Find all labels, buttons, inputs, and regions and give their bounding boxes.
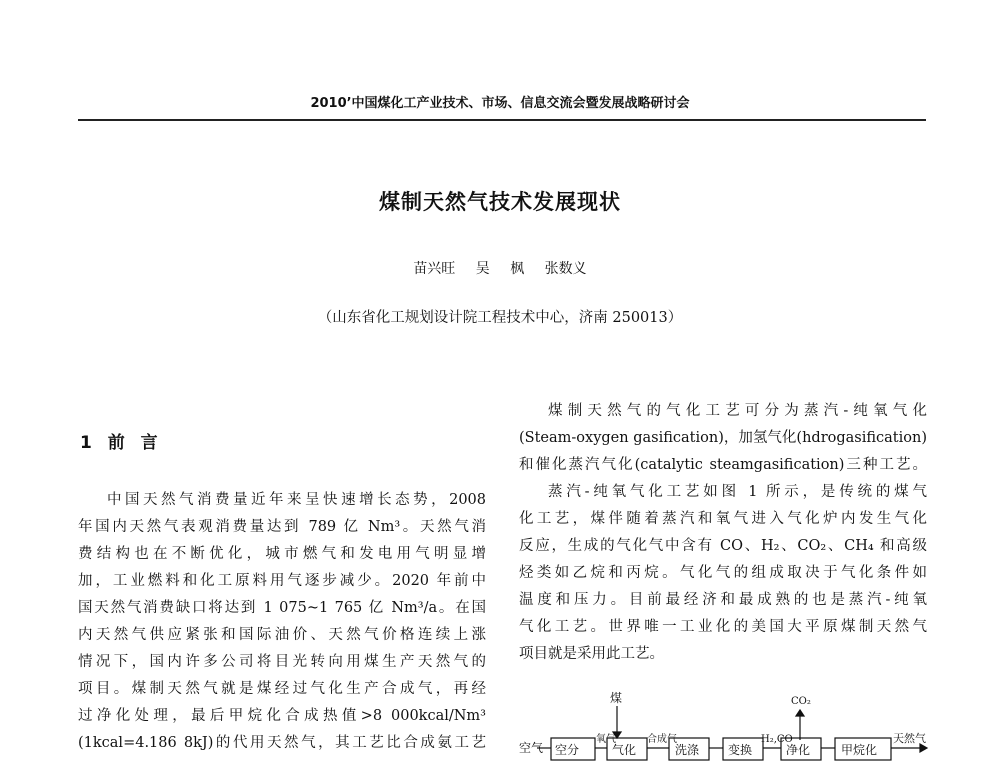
box-methanation-label: 甲烷化 [841, 743, 878, 757]
label-air: 空气 [519, 741, 544, 755]
affiliation: （山东省化工规划设计院工程技术中心，济南 250013） [317, 310, 683, 326]
box-shift-label: 变换 [728, 743, 753, 757]
right-line-6: 反应，生成的气化气中含有 CO、H₂、CO₂、CH₄ 和高级 [519, 538, 927, 554]
right-line-8: 温度和压力。目前最经济和最成熟的也是蒸汽-纯氧 [519, 592, 927, 608]
left-line-1: 中国天然气消费量近年来呈快速增长态势，2008 [107, 492, 486, 508]
header-rule [78, 119, 926, 121]
label-oxygen: 氧气 [596, 734, 616, 745]
right-line-7: 烃类如乙烷和丙烷。气化气的组成取决于气化条件如 [519, 565, 927, 581]
left-line-3: 费结构也在不断优化，城市燃气和发电用气明显增 [78, 546, 486, 562]
label-coal: 煤 [610, 691, 623, 705]
box-gasification-label: 气化 [612, 743, 637, 757]
box-purify-label: 净化 [786, 743, 811, 757]
left-line-9: 过净化处理，最后甲烷化合成热值>8 000kcal/Nm³ [78, 708, 486, 724]
left-column [78, 487, 486, 757]
process-flow-diagram [519, 690, 939, 760]
box-wash-label: 洗涤 [675, 743, 700, 757]
label-syngas: 合成气 [647, 734, 677, 745]
left-line-10: (1kcal=4.186 8kJ)的代用天然气，其工艺比合成氨工艺 [78, 735, 486, 751]
box-air-separation-label: 空分 [555, 743, 580, 757]
right-line-10: 项目就是采用此工艺。 [519, 646, 664, 662]
right-column [519, 398, 927, 668]
left-line-4: 加，工业燃料和化工原料用气逐步减少。2020 年前中 [78, 573, 486, 589]
label-h2co: H₂,CO [761, 734, 793, 745]
authors: 苗兴旺 吴 枫 张数义 [413, 261, 587, 277]
right-line-5: 化工艺，煤伴随着蒸汽和氧气进入气化炉内发生气化 [519, 511, 927, 527]
right-line-3: 和催化蒸汽气化(catalytic steamgasification)三种工艺。 [519, 457, 927, 473]
right-line-2: (Steam-oxygen gasification)，加氢气化(hdrogasification) [519, 430, 927, 446]
conference-header: 2010’中国煤化工产业技术、市场、信息交流会暨发展战略研讨会 [310, 96, 690, 111]
right-line-9: 气化工艺。世界唯一工业化的美国大平原煤制天然气 [519, 619, 927, 635]
paper-title: 煤制天然气技术发展现状 [379, 190, 621, 214]
label-co2: CO₂ [791, 696, 811, 707]
left-line-6: 内天然气供应紧张和国际油价、天然气价格连续上涨 [78, 627, 486, 643]
label-natural-gas: 天然气 [893, 732, 926, 745]
left-line-7: 情况下，国内许多公司将目光转向用煤生产天然气的 [78, 654, 486, 670]
right-line-4: 蒸汽-纯氧气化工艺如图 1 所示，是传统的煤气 [548, 484, 927, 500]
left-line-2: 年国内天然气表观消费量达到 789 亿 Nm³。天然气消 [78, 519, 486, 535]
left-line-8: 项目。煤制天然气就是煤经过气化生产合成气，再经 [78, 681, 486, 697]
left-line-5: 国天然气消费缺口将达到 1 075~1 765 亿 Nm³/a。在国 [78, 600, 486, 616]
right-line-1: 煤制天然气的气化工艺可分为蒸汽-纯氧气化 [548, 403, 927, 419]
section-heading-introduction: 1 前 言 [80, 433, 158, 453]
